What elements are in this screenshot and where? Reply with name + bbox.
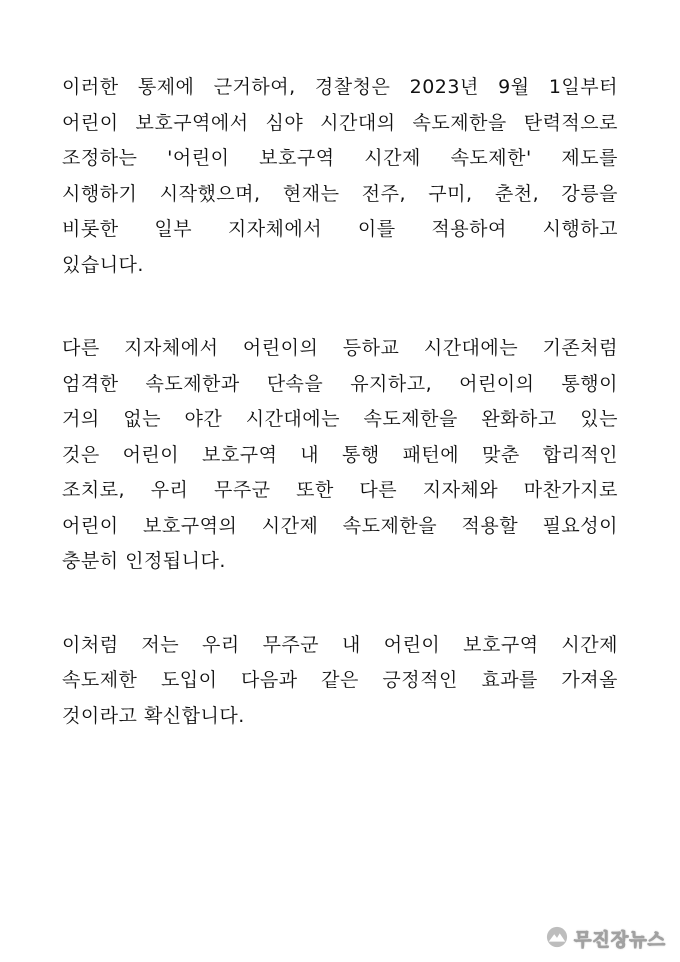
text-line: 어린이 보호구역의 시간제 속도제한을 적용할 필요성이 bbox=[62, 514, 618, 537]
text-line: 시행하기 시작했으며, 현재는 전주, 구미, 춘천, 강릉을 bbox=[62, 182, 618, 205]
paragraph-3 bbox=[62, 628, 618, 735]
text-line: 충분히 인정됩니다. bbox=[62, 550, 226, 572]
watermark bbox=[546, 926, 666, 952]
text-line: 것은 어린이 보호구역 내 통행 패턴에 맞춘 합리적인 bbox=[62, 443, 618, 466]
paragraph-1 bbox=[62, 70, 618, 283]
text-line: 다른 지자체에서 어린이의 등하교 시간대에는 기존처럼 bbox=[62, 337, 618, 359]
text-line: 조치로, 우리 무주군 또한 다른 지자체와 마찬가지로 bbox=[62, 479, 618, 501]
text-line: 어린이 보호구역에서 심야 시간대의 속도제한을 탄력적으로 bbox=[62, 111, 618, 134]
paragraph-2 bbox=[62, 331, 618, 580]
text-line: 이처럼 저는 우리 무주군 내 어린이 보호구역 시간제 bbox=[62, 633, 618, 656]
document-body bbox=[62, 70, 618, 782]
text-line: 이러한 통제에 근거하여, 경찰청은 2023년 9월 1일부터 bbox=[62, 76, 618, 98]
text-line: 엄격한 속도제한과 단속을 유지하고, 어린이의 통행이 bbox=[62, 372, 618, 395]
mountain-logo-icon bbox=[546, 926, 568, 952]
text-line: 거의 없는 야간 시간대에는 속도제한을 완화하고 있는 bbox=[62, 408, 618, 430]
text-line: 있습니다. bbox=[62, 253, 144, 276]
text-line: 속도제한 도입이 다음과 같은 긍정적인 효과를 가져올 bbox=[62, 669, 618, 691]
watermark-text: 무진장뉴스 bbox=[574, 930, 666, 951]
text-line: 비롯한 일부 지자체에서 이를 적용하여 시행하고 bbox=[62, 218, 618, 240]
text-line: 것이라고 확신합니다. bbox=[62, 704, 245, 727]
text-line: 조정하는 '어린이 보호구역 시간제 속도제한' 제도를 bbox=[62, 147, 618, 169]
